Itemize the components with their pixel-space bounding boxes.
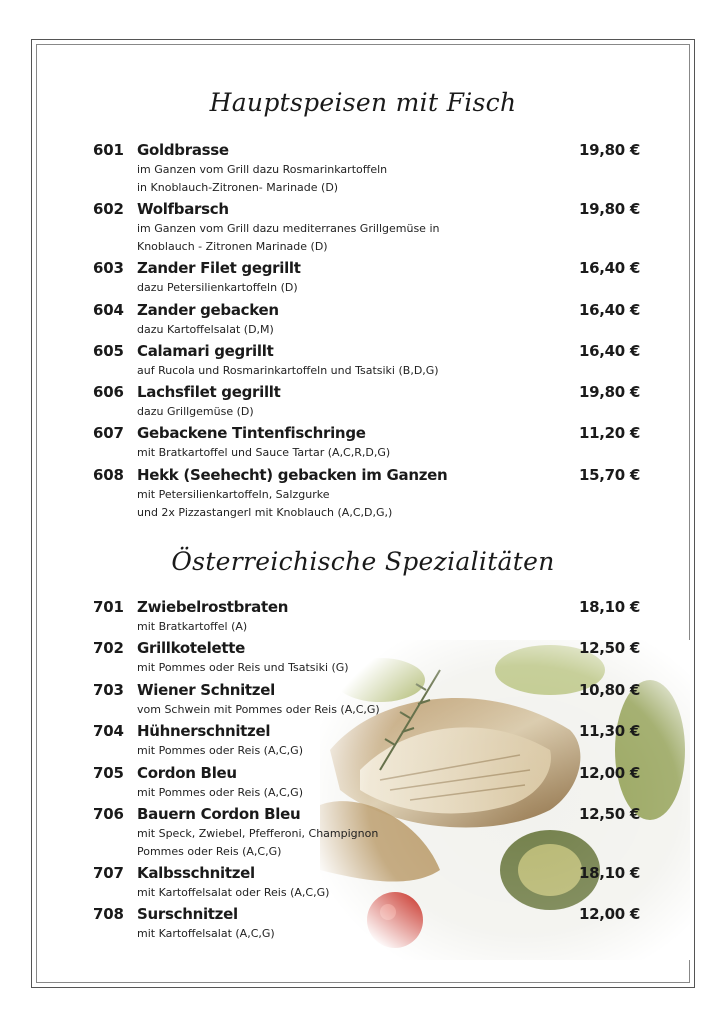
item-price: 19,80 € xyxy=(578,383,640,401)
item-price: 16,40 € xyxy=(578,342,640,360)
item-number: 603 xyxy=(93,259,124,277)
item-description: Pommes oder Reis (A,C,G) xyxy=(137,845,282,858)
item-number: 701 xyxy=(93,598,124,616)
item-description: auf Rucola und Rosmarinkartoffeln und Tsatsiki (B,D,G) xyxy=(137,364,439,377)
item-name: Gebackene Tintenfischringe xyxy=(137,424,366,442)
item-name: Wolfbarsch xyxy=(137,200,229,218)
item-description: und 2x Pizzastangerl mit Knoblauch (A,C,D,G,) xyxy=(137,506,393,519)
item-name: Wiener Schnitzel xyxy=(137,681,275,699)
item-description: in Knoblauch-Zitronen- Marinade (D) xyxy=(137,181,339,194)
item-number: 704 xyxy=(93,722,124,740)
item-name: Surschnitzel xyxy=(137,905,238,923)
item-number: 706 xyxy=(93,805,124,823)
item-name: Hühnerschnitzel xyxy=(137,722,271,740)
item-description: mit Pommes oder Reis (A,C,G) xyxy=(137,786,303,799)
item-description: Knoblauch - Zitronen Marinade (D) xyxy=(137,240,328,253)
item-price: 12,50 € xyxy=(578,639,640,657)
item-name: Hekk (Seehecht) gebacken im Ganzen xyxy=(137,466,448,484)
item-price: 19,80 € xyxy=(578,141,640,159)
item-price: 19,80 € xyxy=(578,200,640,218)
item-number: 604 xyxy=(93,301,124,319)
item-description: mit Kartoffelsalat (A,C,G) xyxy=(137,927,275,940)
item-description: mit Bratkartoffel und Sauce Tartar (A,C,R,D,G) xyxy=(137,446,391,459)
item-price: 16,40 € xyxy=(578,301,640,319)
item-name: Grillkotelette xyxy=(137,639,245,657)
section-title-austrian: Österreichische Spezialitäten xyxy=(171,547,555,576)
item-number: 602 xyxy=(93,200,124,218)
item-price: 11,30 € xyxy=(578,722,640,740)
item-name: Bauern Cordon Bleu xyxy=(137,805,301,823)
item-description: dazu Kartoffelsalat (D,M) xyxy=(137,323,274,336)
item-number: 705 xyxy=(93,764,124,782)
item-description: mit Pommes oder Reis und Tsatsiki (G) xyxy=(137,661,349,674)
item-number: 608 xyxy=(93,466,124,484)
item-number: 708 xyxy=(93,905,124,923)
item-price: 11,20 € xyxy=(578,424,640,442)
item-name: Lachsfilet gegrillt xyxy=(137,383,281,401)
item-description: dazu Grillgemüse (D) xyxy=(137,405,254,418)
item-price: 10,80 € xyxy=(578,681,640,699)
item-description: mit Petersilienkartoffeln, Salzgurke xyxy=(137,488,330,501)
item-description: mit Bratkartoffel (A) xyxy=(137,620,248,633)
item-price: 18,10 € xyxy=(578,598,640,616)
item-name: Goldbrasse xyxy=(137,141,229,159)
item-price: 12,00 € xyxy=(578,905,640,923)
item-name: Kalbsschnitzel xyxy=(137,864,255,882)
item-number: 605 xyxy=(93,342,124,360)
item-number: 601 xyxy=(93,141,124,159)
item-description: im Ganzen vom Grill dazu Rosmarinkartoffeln xyxy=(137,163,388,176)
item-price: 18,10 € xyxy=(578,864,640,882)
item-name: Zwiebelrostbraten xyxy=(137,598,289,616)
item-name: Zander gebacken xyxy=(137,301,279,319)
item-name: Calamari gegrillt xyxy=(137,342,274,360)
item-name: Zander Filet gegrillt xyxy=(137,259,301,277)
item-price: 12,00 € xyxy=(578,764,640,782)
item-price: 15,70 € xyxy=(578,466,640,484)
item-description: mit Pommes oder Reis (A,C,G) xyxy=(137,744,303,757)
item-description: vom Schwein mit Pommes oder Reis (A,C,G) xyxy=(137,703,380,716)
item-description: mit Speck, Zwiebel, Pfefferoni, Champignon xyxy=(137,827,379,840)
item-price: 16,40 € xyxy=(578,259,640,277)
item-number: 606 xyxy=(93,383,124,401)
item-name: Cordon Bleu xyxy=(137,764,237,782)
item-description: mit Kartoffelsalat oder Reis (A,C,G) xyxy=(137,886,330,899)
item-number: 703 xyxy=(93,681,124,699)
item-price: 12,50 € xyxy=(578,805,640,823)
item-description: dazu Petersilienkartoffeln (D) xyxy=(137,281,298,294)
item-number: 707 xyxy=(93,864,124,882)
section-title-fish: Hauptspeisen mit Fisch xyxy=(209,88,517,117)
item-number: 702 xyxy=(93,639,124,657)
item-number: 607 xyxy=(93,424,124,442)
item-description: im Ganzen vom Grill dazu mediterranes Grillgemüse in xyxy=(137,222,440,235)
